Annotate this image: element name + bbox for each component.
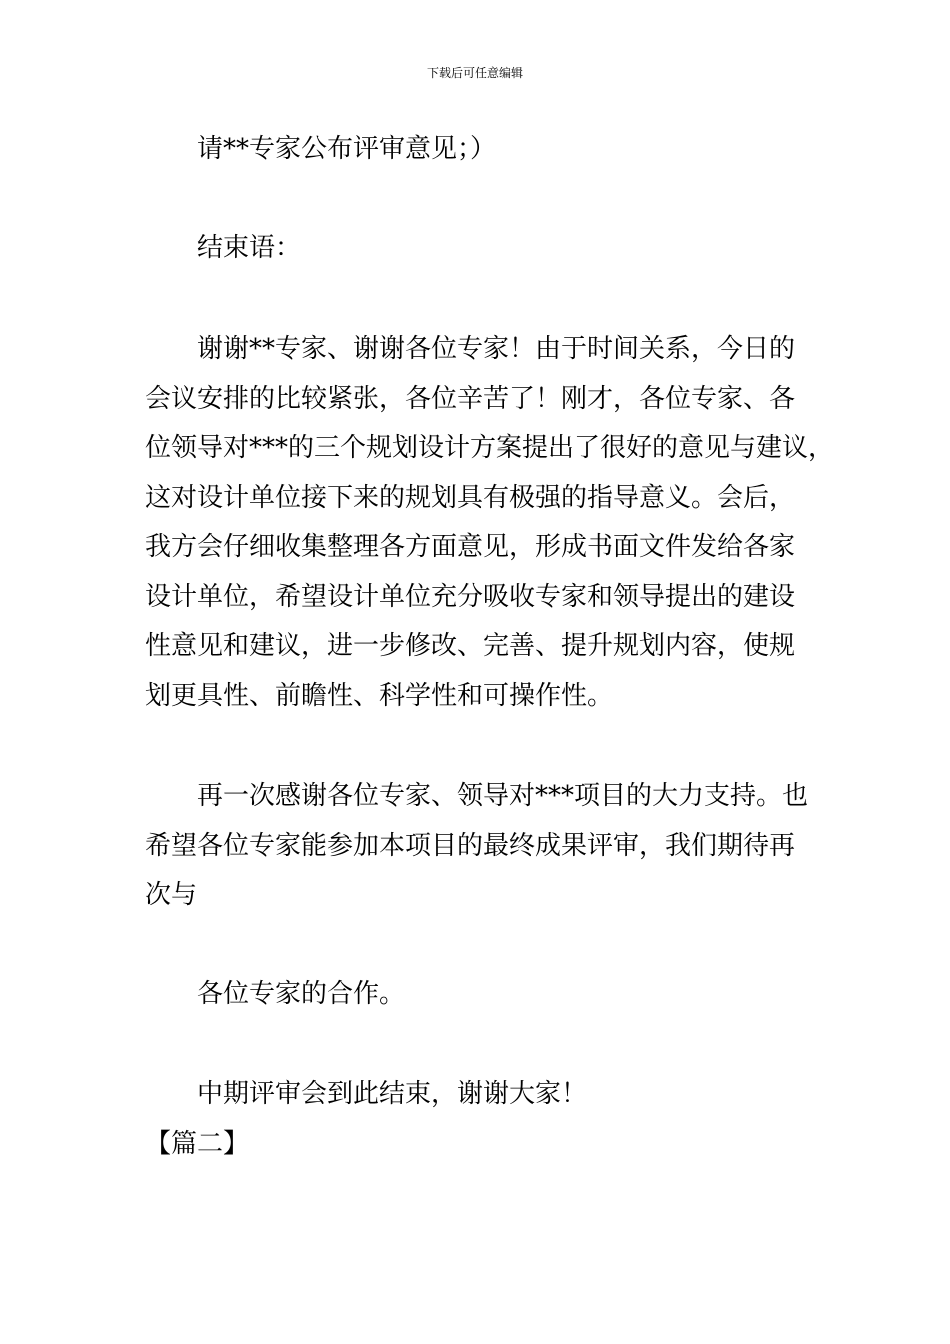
- paragraph-line: 结束语：: [197, 233, 302, 263]
- paragraph-line: 设计单位，希望设计单位充分吸收专家和领导提出的建设: [145, 581, 796, 612]
- paragraph-thanks: [145, 325, 835, 721]
- paragraph-line: 性意见和建议，进一步修改、完善、提升规划内容，使规: [145, 631, 796, 661]
- paragraph-closing-label: [145, 224, 825, 274]
- paragraph-line: 中期评审会到此结束，谢谢大家！: [197, 1079, 588, 1109]
- paragraph-expert-opinion: [145, 125, 825, 175]
- paragraph-line: 划更具性、前瞻性、科学性和可操作性。: [145, 680, 614, 711]
- paragraph-line: 次与: [145, 880, 198, 910]
- paragraph-line: 会议安排的比较紧张，各位辛苦了！刚才，各位专家、各: [145, 383, 796, 414]
- section-heading-text: 【篇二】: [145, 1129, 250, 1159]
- paragraph-line: 位领导对***的三个规划设计方案提出了很好的意见与建议，: [145, 433, 835, 463]
- paragraph-line: 希望各位专家能参加本项目的最终成果评审，我们期待再: [145, 830, 796, 861]
- paragraph-cooperation: [145, 970, 825, 1020]
- paragraph-appreciation: [145, 772, 825, 921]
- section-heading: [145, 1120, 825, 1170]
- paragraph-line: 再一次感谢各位专家、领导对***项目的大力支持。也: [197, 781, 809, 811]
- paragraph-line: 这对设计单位接下来的规划具有极强的指导意义。会后，: [145, 482, 796, 513]
- paragraph-meeting-end: [145, 1070, 825, 1120]
- paragraph-line: 我方会仔细收集整理各方面意见，形成书面文件发给各家: [145, 532, 796, 562]
- paragraph-line: 请**专家公布评审意见；）: [197, 134, 497, 164]
- paragraph-line: 谢谢**专家、谢谢各位专家！由于时间关系，今日的: [197, 334, 796, 364]
- page-header: 下载后可任意编辑: [426, 66, 523, 80]
- paragraph-line: 各位专家的合作。: [197, 979, 406, 1009]
